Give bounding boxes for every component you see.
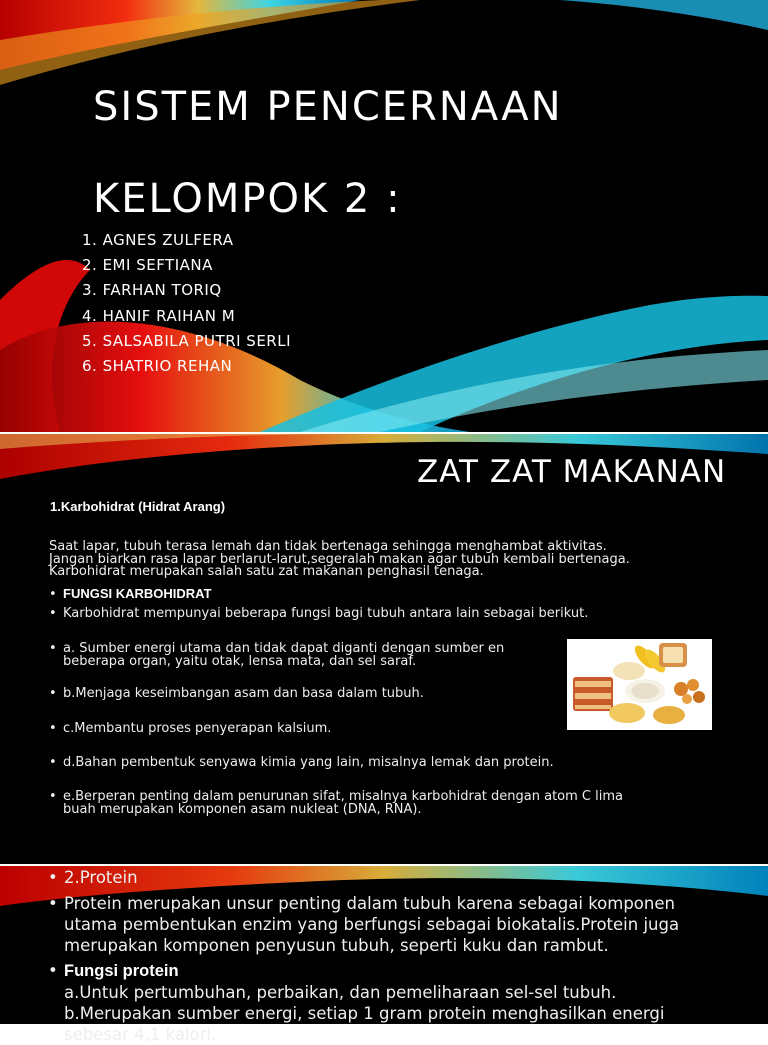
protein-heading: 2.Protein <box>64 868 138 887</box>
list-item: 1. AGNES ZULFERA <box>82 231 234 249</box>
list-item: 3. FARHAN TORIQ <box>82 281 222 300</box>
list-item: 2. EMI SEFTIANA <box>82 256 213 275</box>
group-title: KELOMPOK 2 : <box>93 176 402 222</box>
list-item: 5. SALSABILA PUTRI SERLI <box>82 331 292 350</box>
section-heading: 1.Karbohidrat (Hidrat Arang) <box>50 499 226 514</box>
list-item: • 2.Protein <box>48 868 138 887</box>
slide-title-text: SISTEM PENCERNAAN <box>93 84 563 130</box>
carbohydrate-foods-image <box>567 639 712 730</box>
list-item: • a. Sumber energi utama dan tidak dapat diganti dengan sumber en beberapa organ, yaitu otak, lensa mata, dan sel saraf. <box>49 641 505 669</box>
member-list <box>82 228 291 379</box>
list-item: • b.Menjaga keseimbangan asam dan basa dalam tubuh. <box>49 686 424 701</box>
list-item: 4. HANIF RAIHAN M <box>82 306 236 325</box>
fungsi-heading: FUNGSI KARBOHIDRAT <box>63 586 212 601</box>
paragraph-line: Jangan biarkan rasa lapar berlarut-larut,segeralah makan agar tubuh kembali bertenaga. <box>49 551 630 567</box>
list-item: • e.Berperan penting dalam penurunan sifat, misalnya karbohidrat dengan atom C lima buah merupakan komponen asam nukleat (DNA, RNA). <box>49 789 623 817</box>
list-item: • FUNGSI KARBOHIDRAT <box>49 586 212 602</box>
list-item: • Protein merupakan unsur penting dalam tubuh karena sebagai komponen utama pembentukan enzim yang berfungsi sebagai biokatalis.Protein juga merupakan komponen penyusun tubuh, seperti kuku dan rambut. <box>48 894 680 955</box>
paragraph-line: Saat lapar, tubuh terasa lemah dan tidak bertenaga sehingga menghambat aktivitas. <box>49 539 607 554</box>
slide-heading: ZAT ZAT MAKANAN <box>417 454 727 490</box>
list-item: • Fungsi protein a.Untuk pertumbuhan, perbaikan, dan pemeliharaan sel-sel tubuh. b.Merupakan sumber energi, setiap 1 gram protein menghasilkan energi sebesar 4,1 kalori. <box>48 961 665 1044</box>
slide-protein <box>0 866 768 1044</box>
paragraph-line: Karbohidrat merupakan salah satu zat makanan penghasil tenaga. <box>49 564 484 579</box>
fungsi-protein-heading: Fungsi protein <box>64 962 179 980</box>
list-item: • c.Membantu proses penyerapan kalsium. <box>49 721 332 736</box>
list-item: • d.Bahan pembentuk senyawa kimia yang lain, misalnya lemak dan protein. <box>49 755 554 770</box>
list-item: 6. SHATRIO REHAN <box>82 356 233 375</box>
slide-zat-makanan <box>0 434 768 864</box>
list-item: • Karbohidrat mempunyai beberapa fungsi bagi tubuh antara lain sebagai berikut. <box>49 606 589 621</box>
slide-title <box>0 0 768 432</box>
intro-paragraph <box>49 541 739 579</box>
